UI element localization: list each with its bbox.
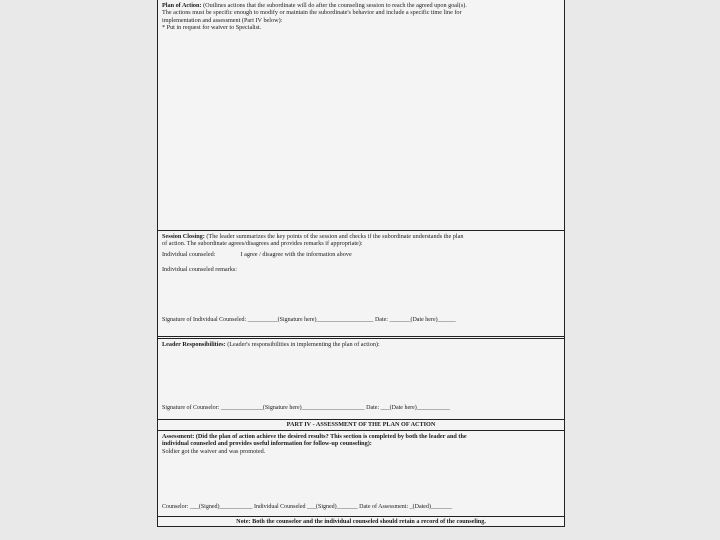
- agree-disagree-option[interactable]: I agree / disagree with the information above: [240, 250, 352, 258]
- plan-of-action-desc-2: The actions must be specific enough to modify or maintain the subordinate's behavior and include a specific time line for: [162, 9, 462, 17]
- plan-of-action-section: [158, 0, 564, 230]
- individual-signature-line[interactable]: Signature of Individual Counseled: __________(Signature here)___________________ Date: _______(Date here)______: [162, 317, 456, 323]
- plan-of-action-desc-3: implementation and assessment (Part IV below):: [162, 16, 283, 24]
- leader-responsibilities-desc: (Leader's responsibilities in implementing the plan of action):: [227, 341, 380, 348]
- divider: [158, 419, 564, 420]
- assessment-desc-2: individual counseled and provides useful information for follow-up counseling):: [162, 440, 372, 448]
- leader-responsibilities-heading: Leader Responsibilities:: [162, 341, 226, 348]
- plan-of-action-desc-1: (Outlines actions that the subordinate will do after the counseling session to reach the agreed upon goal(s).: [203, 2, 467, 9]
- session-closing-heading: Session Closing:: [162, 233, 205, 240]
- assessment-entry[interactable]: Soldier got the waiver and was promoted.: [162, 447, 266, 455]
- plan-of-action-heading: Plan of Action:: [162, 2, 202, 9]
- session-closing-desc-1: (The leader summarizes the key points of the session and checks if the subordinate understands the plan: [206, 233, 464, 240]
- assessment-heading: Assessment:: [162, 433, 195, 440]
- divider: [158, 336, 564, 337]
- plan-of-action-entry[interactable]: * Put in request for waiver to Specialist.: [162, 23, 262, 31]
- counselor-signature-line[interactable]: Signature of Counselor: ______________(Signature here)_____________________ Date: ___(Date here)___________: [162, 405, 450, 411]
- divider: [158, 516, 564, 517]
- individual-counseled-label: Individual counseled:: [162, 250, 216, 258]
- assessment-desc-1: (Did the plan of action achieve the desired results? This section is completed by both the leader and the: [195, 433, 467, 440]
- individual-remarks-label: Individual counseled remarks:: [162, 265, 237, 273]
- assessment-section: [158, 431, 564, 516]
- retain-record-note: Note: Both the counselor and the individual counseled should retain a record of the counseling.: [236, 518, 486, 525]
- leader-responsibilities-section: [158, 339, 564, 419]
- part-iv-title: PART IV - ASSESSMENT OF THE PLAN OF ACTION: [286, 421, 436, 428]
- assessment-signature-line[interactable]: Counselor: ___(Signed)___________ Individual Counseled ___(Signed)_______ Date of Assessment: _(Dated)_______: [162, 504, 452, 510]
- session-closing-desc-2: of action. The subordinate agrees/disagrees and provides remarks if appropriate):: [162, 240, 363, 248]
- counseling-form-page: [157, 0, 565, 527]
- session-closing-section: [158, 231, 564, 336]
